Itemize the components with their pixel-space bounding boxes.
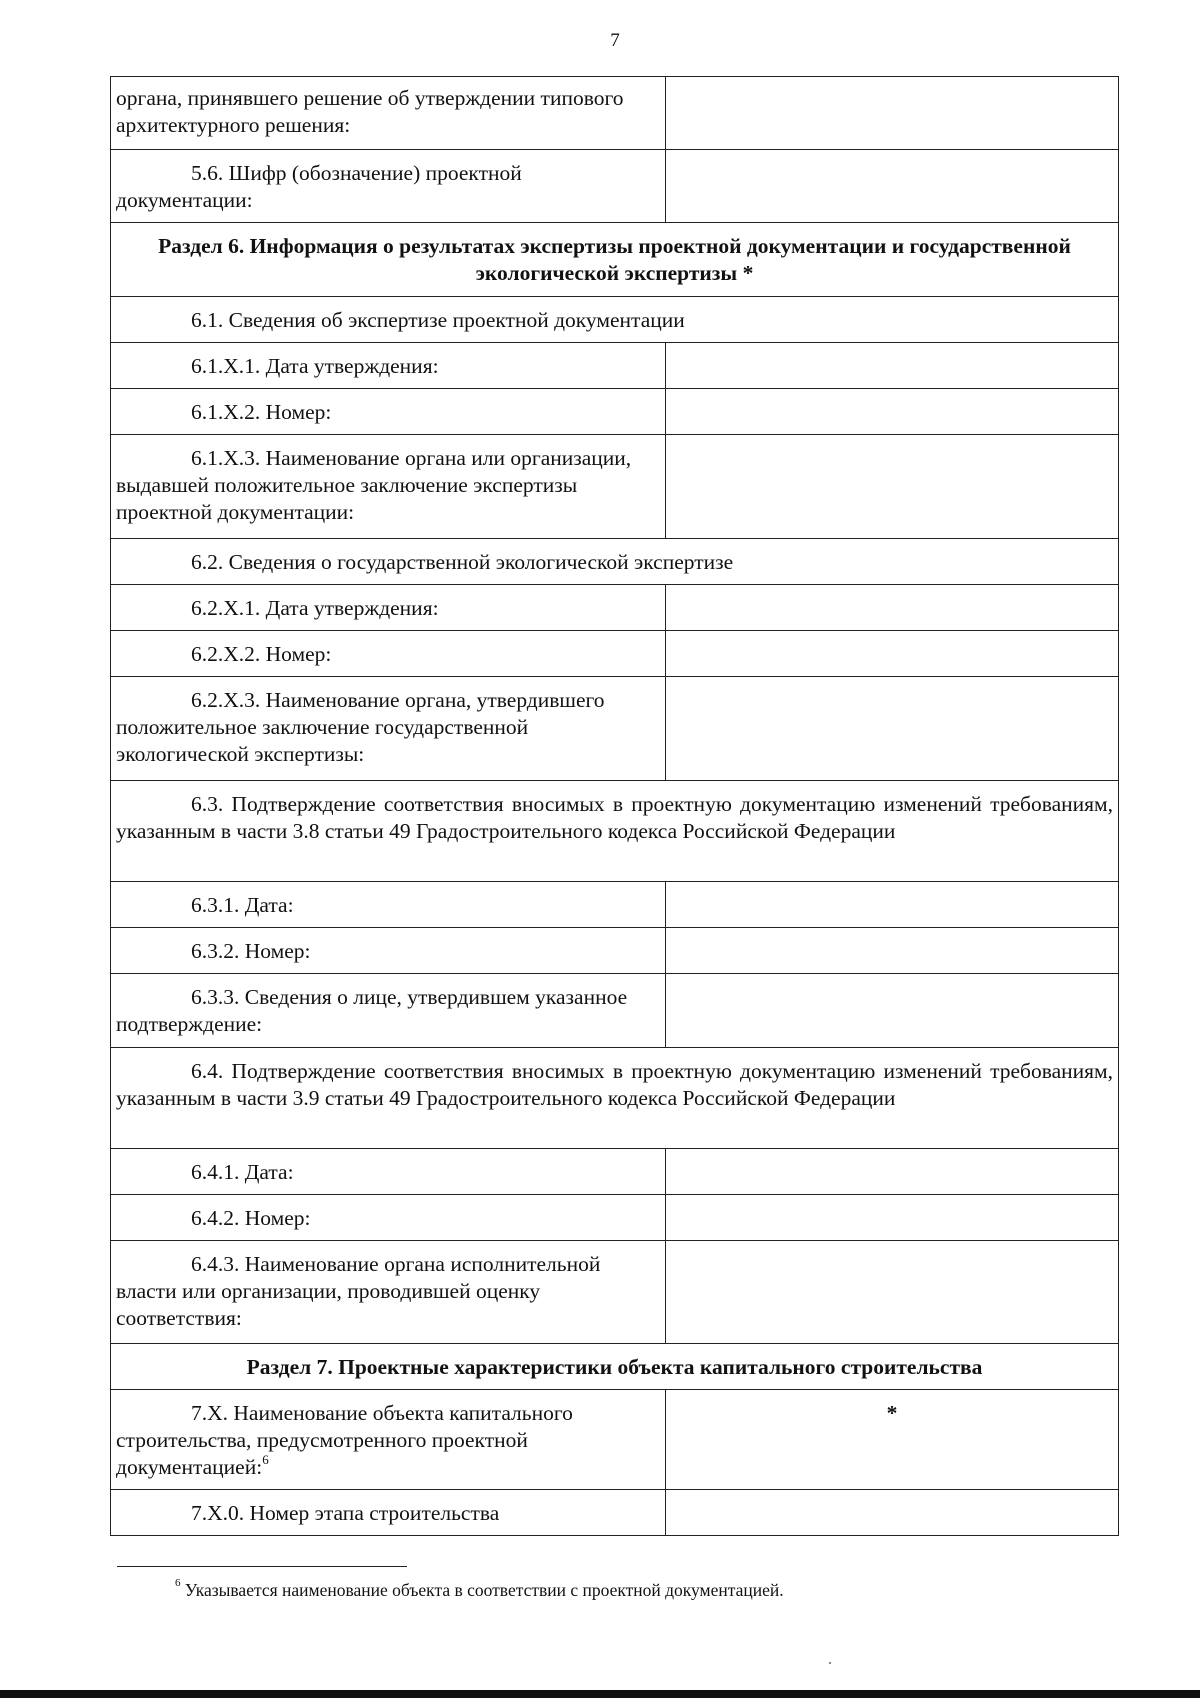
subsection-heading-text: 6.1. Сведения об экспертизе проектной документации bbox=[191, 308, 685, 332]
row-label-text: 6.1.Х.1. Дата утверждения: bbox=[191, 354, 439, 378]
row-label bbox=[111, 974, 666, 1048]
object-name-label: 7.Х. Наименование объекта капитального строительства, предусмотренного проектной документацией: bbox=[116, 1401, 573, 1479]
row-label bbox=[111, 150, 666, 223]
value-cell[interactable] bbox=[666, 1149, 1119, 1195]
row-label-text: 6.3.1. Дата: bbox=[191, 893, 294, 917]
row-label bbox=[111, 389, 666, 435]
row-label-text: 7.Х.0. Номер этапа строительства bbox=[191, 1501, 500, 1525]
asterisk-marker: * bbox=[886, 1401, 898, 1425]
footnote-text: Указывается наименование объекта в соответствии с проектной документацией. bbox=[180, 1580, 784, 1600]
value-cell[interactable] bbox=[666, 585, 1119, 631]
value-cell[interactable] bbox=[666, 1241, 1119, 1344]
table-row bbox=[111, 1490, 1119, 1536]
table-row bbox=[111, 585, 1119, 631]
row-label bbox=[111, 77, 666, 150]
footnote-marker: 6 bbox=[175, 1577, 181, 1590]
row-label-text: 6.3.3. Сведения о лице, утвердившем указанное подтверждение: bbox=[116, 985, 628, 1036]
table-row bbox=[111, 928, 1119, 974]
row-label-text: 6.2.Х.2. Номер: bbox=[191, 642, 332, 666]
table-row bbox=[111, 1048, 1119, 1149]
value-cell[interactable] bbox=[666, 435, 1119, 539]
row-label-text: 6.3.2. Номер: bbox=[191, 939, 311, 963]
row-label-text: 6.2.Х.3. Наименование органа, утвердившего положительное заключение государственной экологической экспертизы: bbox=[116, 688, 605, 766]
table-row bbox=[111, 882, 1119, 928]
table-row bbox=[111, 781, 1119, 882]
row-label-text: 6.4.2. Номер: bbox=[191, 1206, 311, 1230]
row-label bbox=[111, 585, 666, 631]
footnote-separator bbox=[117, 1566, 407, 1567]
table-row bbox=[111, 1195, 1119, 1241]
row-label bbox=[111, 1149, 666, 1195]
table-row bbox=[111, 435, 1119, 539]
section-7-header: Раздел 7. Проектные характеристики объекта капитального строительства bbox=[111, 1344, 1119, 1390]
value-cell[interactable] bbox=[666, 389, 1119, 435]
page-number: 7 bbox=[610, 30, 620, 51]
row-label bbox=[111, 677, 666, 781]
table-row bbox=[111, 631, 1119, 677]
row-label bbox=[111, 882, 666, 928]
row-label-text: органа, принявшего решение об утверждении типового архитектурного решения: bbox=[116, 86, 624, 137]
row-label-text bbox=[116, 1400, 660, 1481]
value-cell[interactable] bbox=[666, 882, 1119, 928]
value-cell[interactable] bbox=[666, 150, 1119, 223]
value-cell[interactable] bbox=[666, 928, 1119, 974]
confirmation-heading-text: 6.3. Подтверждение соответствия вносимых в проектную документацию изменений требованиям, указанным в части 3.8 статьи 49 Градостроительного кодекса Российской Федерации bbox=[116, 792, 1113, 843]
section-header-row bbox=[111, 223, 1119, 297]
table-row bbox=[111, 77, 1119, 150]
row-label bbox=[111, 631, 666, 677]
registration-form-table bbox=[110, 76, 1119, 1536]
row-label bbox=[111, 928, 666, 974]
subsection-heading bbox=[111, 297, 1119, 343]
footnote bbox=[175, 1577, 784, 1601]
table-row bbox=[111, 150, 1119, 223]
row-label bbox=[111, 435, 666, 539]
row-label bbox=[111, 1195, 666, 1241]
row-label-text: 5.6. Шифр (обозначение) проектной документации: bbox=[116, 161, 522, 212]
value-cell[interactable] bbox=[666, 677, 1119, 781]
section-header-row bbox=[111, 1344, 1119, 1390]
scan-speck bbox=[829, 1662, 831, 1664]
scan-edge-bar bbox=[0, 1690, 1200, 1698]
confirmation-heading bbox=[111, 781, 1119, 882]
table-row bbox=[111, 1149, 1119, 1195]
confirmation-heading-text: 6.4. Подтверждение соответствия вносимых в проектную документацию изменений требованиям, указанным в части 3.9 статьи 49 Градостроительного кодекса Российской Федерации bbox=[116, 1059, 1113, 1110]
table-row bbox=[111, 297, 1119, 343]
row-label bbox=[111, 343, 666, 389]
value-cell[interactable] bbox=[666, 1390, 1119, 1490]
value-cell[interactable] bbox=[666, 1195, 1119, 1241]
row-label-text: 6.4.1. Дата: bbox=[191, 1160, 294, 1184]
row-label-text: 6.4.3. Наименование органа исполнительной власти или организации, проводившей оценку соответствия: bbox=[116, 1252, 601, 1330]
table-row bbox=[111, 677, 1119, 781]
table-row bbox=[111, 1390, 1119, 1490]
row-label-text: 6.1.Х.2. Номер: bbox=[191, 400, 332, 424]
table-row bbox=[111, 974, 1119, 1048]
row-label-text: 6.1.Х.3. Наименование органа или организации, выдавшей положительное заключение экспертизы проектной документации: bbox=[116, 446, 632, 524]
table-row bbox=[111, 389, 1119, 435]
table-row bbox=[111, 1241, 1119, 1344]
row-label-text: 6.2.Х.1. Дата утверждения: bbox=[191, 596, 439, 620]
confirmation-heading bbox=[111, 1048, 1119, 1149]
value-cell[interactable] bbox=[666, 631, 1119, 677]
value-cell[interactable] bbox=[666, 974, 1119, 1048]
section-6-header: Раздел 6. Информация о результатах экспертизы проектной документации и государственной экологической экспертизы * bbox=[111, 223, 1119, 297]
subsection-heading bbox=[111, 539, 1119, 585]
row-label bbox=[111, 1390, 666, 1490]
subsection-heading-text: 6.2. Сведения о государственной экологической экспертизе bbox=[191, 550, 734, 574]
table-row bbox=[111, 539, 1119, 585]
footnote-reference: 6 bbox=[262, 1451, 269, 1467]
row-label bbox=[111, 1241, 666, 1344]
value-cell[interactable] bbox=[666, 77, 1119, 150]
row-label bbox=[111, 1490, 666, 1536]
table-row bbox=[111, 343, 1119, 389]
value-cell[interactable] bbox=[666, 1490, 1119, 1536]
value-cell[interactable] bbox=[666, 343, 1119, 389]
